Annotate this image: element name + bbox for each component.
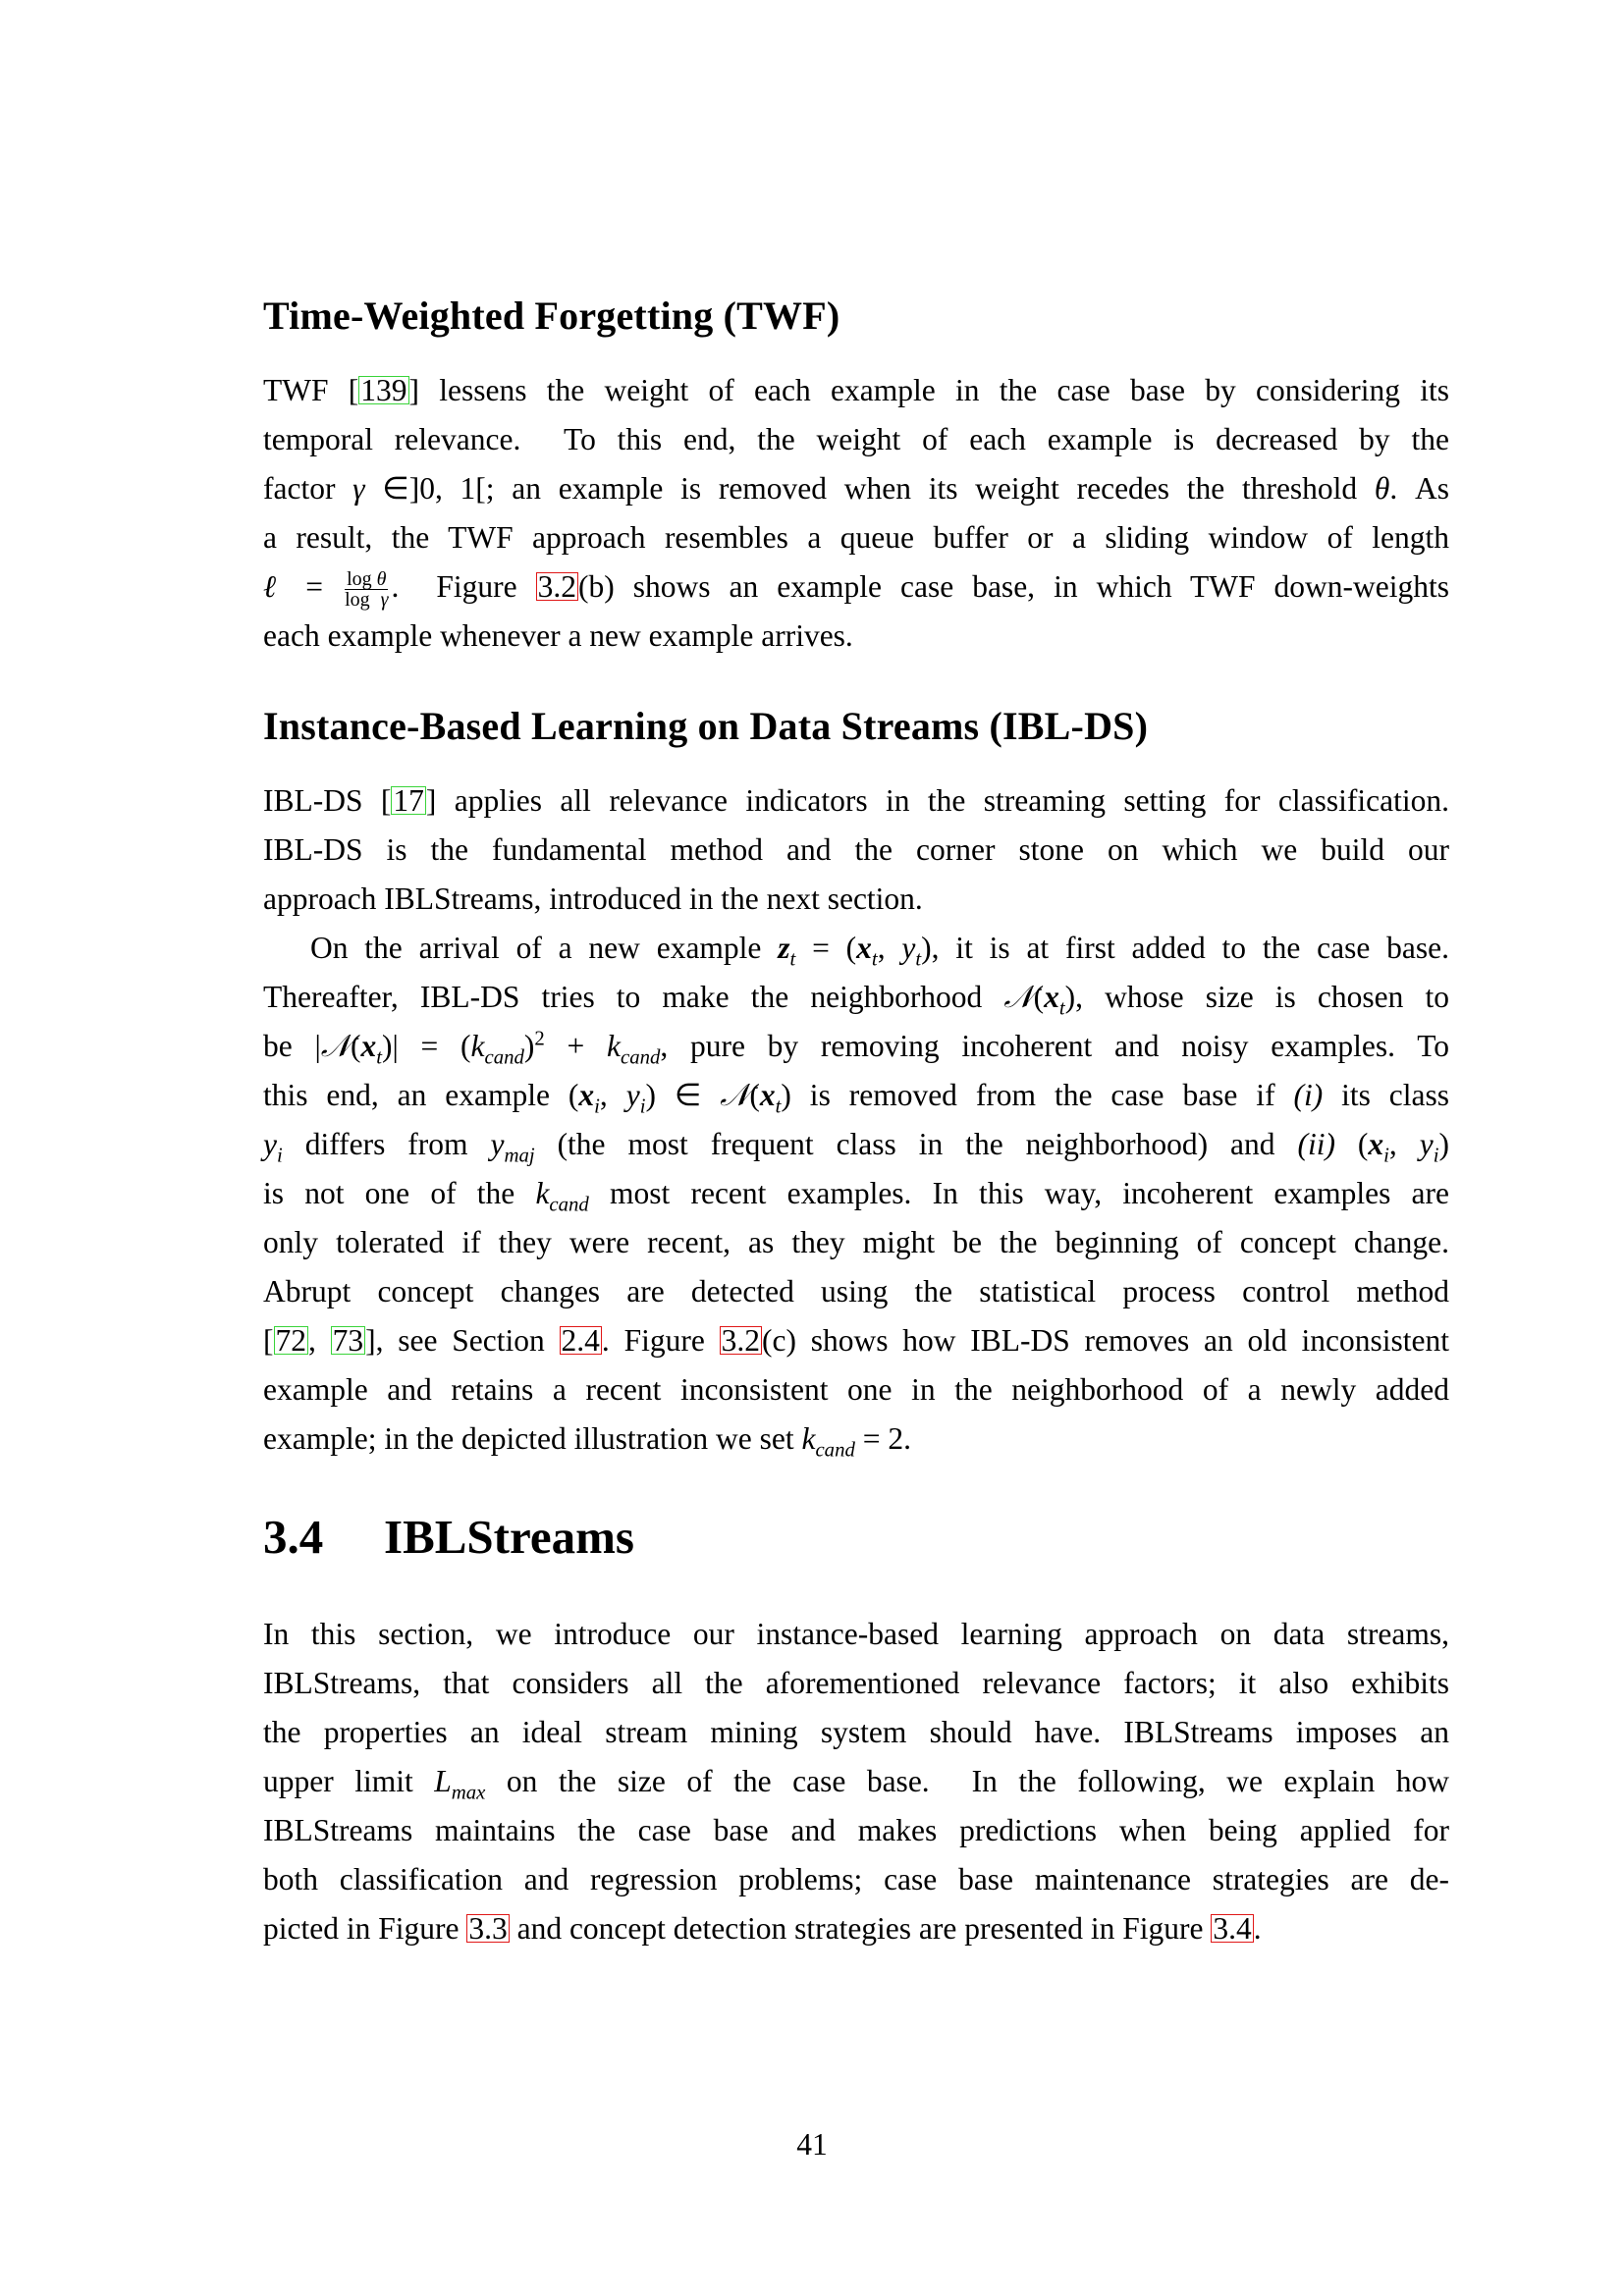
twf-paragraph: TWF [139] lessens the weight of each example in the case base by considering its temporal relevance. To this end, the weight of each example is decreased by the factor γ ∈]0, 1[; an example is removed when its weight recedes the threshold θ. As a result, the TWF approach resembles a queue buffer or a sliding window of length ℓ = $\frac{\text{log θ}}{\text{log γ}}$ . Figure 3.2(b) shows an example case base, in which TWF down-weights each example whenever a new example arrives. bbox=[263, 373, 1450, 653]
ibl-heading: Instance-Based Learning on Data Streams (IBL-DS) bbox=[263, 704, 1149, 748]
section-heading bbox=[263, 1509, 634, 1565]
figure-ref-link[interactable]: 3.2 bbox=[721, 1323, 760, 1358]
figure-ref-link[interactable]: 3.4 bbox=[1213, 1911, 1252, 1946]
ibl-paragraph-1: IBL-DS [17] applies all relevance indicators in the streaming setting for classification. IBL-DS is the fundamental method and the corner stone on which we build our approach IBLStreams, introduced in the next section. bbox=[263, 783, 1449, 916]
citation-link[interactable]: 72 bbox=[275, 1323, 306, 1358]
ibl-paragraph-2: On the arrival of a new example $z_t = (x_t$, $y_t$), it is at first added to the case base. Thereafter, IBL-DS tries to make the neighborhood $𝒩(x_t)$, whose size is chosen to be $|𝒩(x_t)| = (k_{cand})^2 + k_{cand}$, pure by removing incoherent and noisy examples. To this end, an example ($x_i$, $y_i$) ∈ $𝒩(x_t)$ is removed from the case base if (i) its class $y_i$ differs from $y_{maj}$ (the most frequent class in the neighborhood) and (ii) ($x_i$, $y_i$) is not one of the $k_{cand}$ most recent examples. In this way, incoherent examples are only tolerated if they were recent, as they might be the beginning of concept change. Abrupt concept changes are detected using the statistical process control method [72, 73], see Section 2.4. Figure 3.2(c) shows how IBL-DS removes an old inconsistent example and retains a recent inconsistent one in the neighborhood of a newly added example; in the depicted illustration we set $k_{cand} = 2$. bbox=[263, 931, 1450, 1462]
section-paragraph: In this section, we introduce our instance-based learning approach on data streams, IBLStreams, that considers all the aforementioned relevance factors; it also exhibits the properties an ideal stream mining system should have. IBLStreams imposes an upper limit $L_{max}$ on the size of the case base. In the following, we explain how IBLStreams maintains the case base and makes predictions when being applied for both classification and regression problems; case base maintenance strategies are de- picted in Figure 3.3 and concept detection strategies are presented in Figure 3.4. bbox=[263, 1617, 1449, 1946]
section-title: IBLStreams bbox=[384, 1510, 635, 1564]
figure-ref-link[interactable]: 3.2 bbox=[537, 569, 576, 604]
page-number: 41 bbox=[796, 2127, 828, 2162]
citation-link[interactable]: 17 bbox=[393, 783, 424, 818]
section-ref-link[interactable]: 2.4 bbox=[561, 1323, 600, 1358]
citation-link[interactable]: 73 bbox=[332, 1323, 364, 1358]
citation-link[interactable]: 139 bbox=[360, 373, 407, 407]
twf-heading: Time-Weighted Forgetting (TWF) bbox=[263, 294, 840, 338]
figure-ref-link[interactable]: 3.3 bbox=[468, 1911, 508, 1946]
section-number: 3.4 bbox=[263, 1510, 324, 1564]
